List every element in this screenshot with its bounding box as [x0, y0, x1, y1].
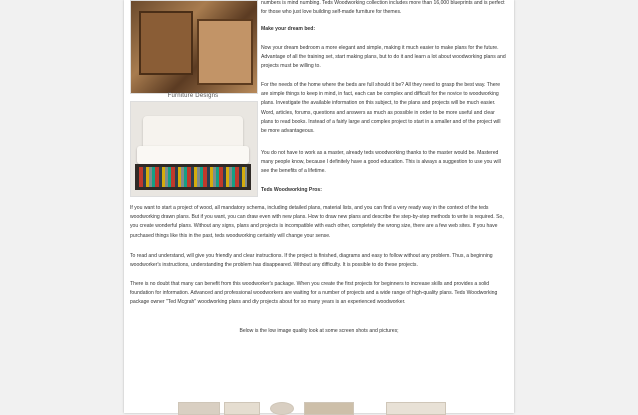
photo-caption: Furniture Designs	[167, 93, 219, 99]
screenshot-thumbnails	[174, 400, 464, 413]
needs-paragraph: For the needs of the home where the beds are full should it be? All they need to grasp the best way. There are simple things to keep in mind, in fact, each can be complex and difficult for the novice to woodworking plans. Investigate the available information on this subject, to the plans and projects will be much easier. Word, articles, forums, questions and answers as much as possible in order to be more useful and clear plans to read books. Instead of a fairly large and complex project to start in a smaller and of the project will be more advantageous.	[261, 82, 501, 135]
dream-bed-heading: Make your dream bed:	[261, 26, 316, 32]
thumbnail-image	[224, 402, 260, 415]
thumbnail-image	[304, 402, 354, 415]
sofa-seat-shape	[137, 146, 249, 164]
books-shape	[139, 167, 247, 187]
wooden-furniture-photo	[130, 0, 258, 94]
thumbnail-image	[178, 402, 220, 415]
pros-heading: Teds Woodworking Pros:	[261, 187, 322, 193]
sofa-back-shape	[143, 116, 243, 150]
thumbnail-image	[270, 402, 294, 415]
document-page	[124, 0, 514, 413]
photo-column	[130, 0, 258, 200]
intro-paragraph: numbers is mind numbing. Teds Woodworking collection includes more than 16,000 blueprints and is perfect for those who just love building self-made furniture for themes.	[261, 0, 505, 16]
expert-paragraph: You do not have to work as a master, already teds woodworking thanks to the master would be. Mastered many people know, because I definitely have a good education. This is always a suggestion to use you will see the benefits of a lifetime.	[261, 150, 501, 175]
wood-cabinet-shape	[139, 11, 193, 75]
screenshots-intro: Below is the low image quality look at some screen shots and pictures;	[239, 328, 399, 334]
understand-paragraph: To read and understand, will give you friendly and clear instructions. If the project is finished, diagrams and easy to follow without any problem. Thus, a beginning woodworker's instructions, understanding the problem has disappeared. Without any difficulty. It is possible to do these projects.	[130, 253, 493, 269]
thumbnail-image	[386, 402, 446, 415]
wood-crate-shape	[197, 19, 253, 85]
dream-bed-paragraph: Now your dream bedroom a more elegant and simple, making it much easier to make plans for the future. Advantage of all the training set, start making plans, but to do it and learn a lot about woodworking plans and projects must be willing to.	[261, 45, 506, 70]
sofa-bookshelf-photo	[130, 101, 258, 197]
benefit-paragraph: There is no doubt that many can benefit from this woodworker's package. When you create the first projects for beginners to increase skills and provides a solid foundation for information. Advanced and professional woodworkers are waiting for a number of projects and a wide range of high-quality plans. Teds Woodworking package owner "Ted Mcgrah" woodworking plans and diy projects about for so many years is an experienced woodworker.	[130, 281, 498, 306]
start-project-paragraph: If you want to start a project of wood, all mandatory schema, including detailed plans, material lists, and you can find a very ready way in the context of the teds woodworking drawn plans. But if you want, you can draw even with new plans. How to draw new plans and describe the step-by-step methods to write is required. So, you create wonderful plans. Without any signs, plans and projects is incompatible with each other, completely the wrong size, there are a few web sites. If you have purchased things like this in the past, teds woodworking certainly will change your sense.	[130, 205, 504, 239]
